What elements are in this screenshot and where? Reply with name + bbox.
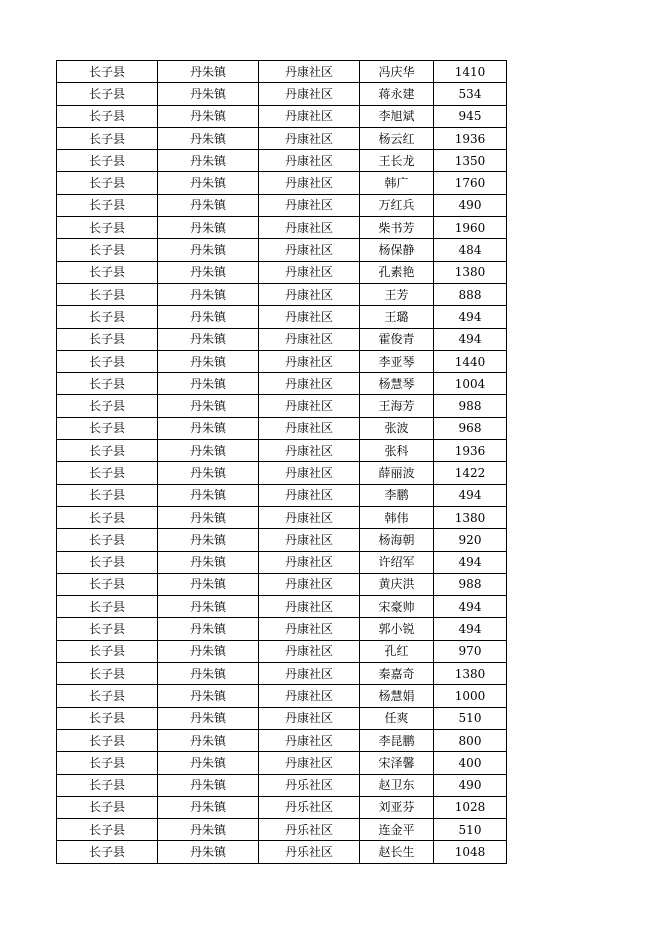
town-cell: 丹朱镇 xyxy=(158,417,259,439)
table-row xyxy=(57,83,507,105)
community-cell: 丹康社区 xyxy=(259,172,360,194)
table-row xyxy=(57,774,507,796)
amount-cell: 494 xyxy=(434,551,507,573)
table-row xyxy=(57,217,507,239)
town-cell: 丹朱镇 xyxy=(158,373,259,395)
county-cell: 长子县 xyxy=(57,819,158,841)
community-cell: 丹康社区 xyxy=(259,663,360,685)
county-cell: 长子县 xyxy=(57,506,158,528)
town-cell: 丹朱镇 xyxy=(158,796,259,818)
county-cell: 长子县 xyxy=(57,774,158,796)
community-cell: 丹乐社区 xyxy=(259,774,360,796)
name-cell: 宋泽馨 xyxy=(360,752,434,774)
name-cell: 杨云红 xyxy=(360,127,434,149)
table-row xyxy=(57,172,507,194)
amount-cell: 484 xyxy=(434,239,507,261)
county-cell: 长子县 xyxy=(57,395,158,417)
town-cell: 丹朱镇 xyxy=(158,350,259,372)
table-row xyxy=(57,618,507,640)
county-cell: 长子县 xyxy=(57,350,158,372)
town-cell: 丹朱镇 xyxy=(158,283,259,305)
table-row xyxy=(57,841,507,863)
county-cell: 长子县 xyxy=(57,261,158,283)
amount-cell: 494 xyxy=(434,596,507,618)
town-cell: 丹朱镇 xyxy=(158,440,259,462)
county-cell: 长子县 xyxy=(57,150,158,172)
amount-cell: 988 xyxy=(434,395,507,417)
town-cell: 丹朱镇 xyxy=(158,551,259,573)
table-row xyxy=(57,462,507,484)
community-cell: 丹康社区 xyxy=(259,261,360,283)
name-cell: 赵长生 xyxy=(360,841,434,863)
town-cell: 丹朱镇 xyxy=(158,729,259,751)
name-cell: 杨慧琴 xyxy=(360,373,434,395)
name-cell: 刘亚芬 xyxy=(360,796,434,818)
name-cell: 万红兵 xyxy=(360,194,434,216)
table-row xyxy=(57,663,507,685)
county-cell: 长子县 xyxy=(57,685,158,707)
community-cell: 丹康社区 xyxy=(259,395,360,417)
community-cell: 丹康社区 xyxy=(259,573,360,595)
amount-cell: 1410 xyxy=(434,61,507,83)
table-row xyxy=(57,150,507,172)
community-cell: 丹康社区 xyxy=(259,685,360,707)
town-cell: 丹朱镇 xyxy=(158,194,259,216)
amount-cell: 1380 xyxy=(434,506,507,528)
amount-cell: 510 xyxy=(434,707,507,729)
county-cell: 长子县 xyxy=(57,440,158,462)
town-cell: 丹朱镇 xyxy=(158,752,259,774)
table-row xyxy=(57,596,507,618)
community-cell: 丹康社区 xyxy=(259,306,360,328)
town-cell: 丹朱镇 xyxy=(158,484,259,506)
name-cell: 杨海朝 xyxy=(360,529,434,551)
town-cell: 丹朱镇 xyxy=(158,261,259,283)
name-cell: 李亚琴 xyxy=(360,350,434,372)
table-row xyxy=(57,506,507,528)
community-cell: 丹康社区 xyxy=(259,83,360,105)
community-cell: 丹康社区 xyxy=(259,194,360,216)
county-cell: 长子县 xyxy=(57,239,158,261)
town-cell: 丹朱镇 xyxy=(158,83,259,105)
name-cell: 李旭斌 xyxy=(360,105,434,127)
table-row xyxy=(57,239,507,261)
community-cell: 丹康社区 xyxy=(259,350,360,372)
town-cell: 丹朱镇 xyxy=(158,172,259,194)
table-row xyxy=(57,261,507,283)
table-row xyxy=(57,819,507,841)
amount-cell: 494 xyxy=(434,328,507,350)
amount-cell: 1936 xyxy=(434,127,507,149)
table-row xyxy=(57,61,507,83)
amount-cell: 510 xyxy=(434,819,507,841)
county-cell: 长子县 xyxy=(57,573,158,595)
community-cell: 丹康社区 xyxy=(259,217,360,239)
table-row xyxy=(57,395,507,417)
amount-cell: 494 xyxy=(434,618,507,640)
community-cell: 丹康社区 xyxy=(259,618,360,640)
amount-cell: 1004 xyxy=(434,373,507,395)
community-cell: 丹康社区 xyxy=(259,127,360,149)
table-row xyxy=(57,306,507,328)
county-cell: 长子县 xyxy=(57,217,158,239)
town-cell: 丹朱镇 xyxy=(158,462,259,484)
county-cell: 长子县 xyxy=(57,194,158,216)
name-cell: 郭小锐 xyxy=(360,618,434,640)
amount-cell: 968 xyxy=(434,417,507,439)
county-cell: 长子县 xyxy=(57,61,158,83)
amount-cell: 920 xyxy=(434,529,507,551)
community-cell: 丹康社区 xyxy=(259,417,360,439)
name-cell: 任爽 xyxy=(360,707,434,729)
community-cell: 丹康社区 xyxy=(259,551,360,573)
amount-cell: 988 xyxy=(434,573,507,595)
town-cell: 丹朱镇 xyxy=(158,395,259,417)
community-cell: 丹康社区 xyxy=(259,529,360,551)
town-cell: 丹朱镇 xyxy=(158,239,259,261)
table-row xyxy=(57,640,507,662)
table-row xyxy=(57,127,507,149)
name-cell: 孔红 xyxy=(360,640,434,662)
table-row xyxy=(57,752,507,774)
town-cell: 丹朱镇 xyxy=(158,707,259,729)
name-cell: 薛丽波 xyxy=(360,462,434,484)
name-cell: 霍俊青 xyxy=(360,328,434,350)
community-cell: 丹康社区 xyxy=(259,752,360,774)
town-cell: 丹朱镇 xyxy=(158,150,259,172)
name-cell: 许绍军 xyxy=(360,551,434,573)
town-cell: 丹朱镇 xyxy=(158,618,259,640)
town-cell: 丹朱镇 xyxy=(158,596,259,618)
amount-cell: 490 xyxy=(434,774,507,796)
name-cell: 韩伟 xyxy=(360,506,434,528)
community-cell: 丹康社区 xyxy=(259,440,360,462)
county-cell: 长子县 xyxy=(57,596,158,618)
name-cell: 王芳 xyxy=(360,283,434,305)
town-cell: 丹朱镇 xyxy=(158,105,259,127)
name-cell: 宋豪帅 xyxy=(360,596,434,618)
amount-cell: 1380 xyxy=(434,663,507,685)
community-cell: 丹乐社区 xyxy=(259,841,360,863)
community-cell: 丹康社区 xyxy=(259,61,360,83)
town-cell: 丹朱镇 xyxy=(158,663,259,685)
county-cell: 长子县 xyxy=(57,640,158,662)
county-cell: 长子县 xyxy=(57,707,158,729)
name-cell: 柴书芳 xyxy=(360,217,434,239)
community-cell: 丹乐社区 xyxy=(259,819,360,841)
table-row xyxy=(57,194,507,216)
county-cell: 长子县 xyxy=(57,462,158,484)
amount-cell: 1048 xyxy=(434,841,507,863)
name-cell: 杨慧娟 xyxy=(360,685,434,707)
amount-cell: 400 xyxy=(434,752,507,774)
amount-cell: 1350 xyxy=(434,150,507,172)
name-cell: 王海芳 xyxy=(360,395,434,417)
table-row xyxy=(57,707,507,729)
name-cell: 赵卫东 xyxy=(360,774,434,796)
town-cell: 丹朱镇 xyxy=(158,774,259,796)
community-cell: 丹康社区 xyxy=(259,484,360,506)
name-cell: 冯庆华 xyxy=(360,61,434,83)
table-row xyxy=(57,283,507,305)
table-row xyxy=(57,440,507,462)
county-cell: 长子县 xyxy=(57,306,158,328)
table-row xyxy=(57,350,507,372)
county-cell: 长子县 xyxy=(57,417,158,439)
amount-cell: 1000 xyxy=(434,685,507,707)
community-cell: 丹康社区 xyxy=(259,640,360,662)
name-cell: 蒋永建 xyxy=(360,83,434,105)
community-cell: 丹康社区 xyxy=(259,506,360,528)
community-cell: 丹康社区 xyxy=(259,239,360,261)
table-row xyxy=(57,105,507,127)
name-cell: 黄庆洪 xyxy=(360,573,434,595)
table-row xyxy=(57,796,507,818)
community-cell: 丹康社区 xyxy=(259,707,360,729)
amount-cell: 1960 xyxy=(434,217,507,239)
county-cell: 长子县 xyxy=(57,172,158,194)
amount-cell: 1380 xyxy=(434,261,507,283)
name-cell: 韩广 xyxy=(360,172,434,194)
table-row xyxy=(57,373,507,395)
town-cell: 丹朱镇 xyxy=(158,529,259,551)
town-cell: 丹朱镇 xyxy=(158,127,259,149)
community-cell: 丹康社区 xyxy=(259,328,360,350)
name-cell: 孔素艳 xyxy=(360,261,434,283)
town-cell: 丹朱镇 xyxy=(158,819,259,841)
town-cell: 丹朱镇 xyxy=(158,61,259,83)
county-cell: 长子县 xyxy=(57,663,158,685)
name-cell: 连金平 xyxy=(360,819,434,841)
amount-cell: 970 xyxy=(434,640,507,662)
county-cell: 长子县 xyxy=(57,618,158,640)
name-cell: 王长龙 xyxy=(360,150,434,172)
amount-cell: 1028 xyxy=(434,796,507,818)
town-cell: 丹朱镇 xyxy=(158,328,259,350)
amount-cell: 800 xyxy=(434,729,507,751)
amount-cell: 534 xyxy=(434,83,507,105)
county-cell: 长子县 xyxy=(57,484,158,506)
town-cell: 丹朱镇 xyxy=(158,506,259,528)
county-cell: 长子县 xyxy=(57,127,158,149)
table-row xyxy=(57,685,507,707)
data-table xyxy=(56,60,507,864)
table-row xyxy=(57,551,507,573)
town-cell: 丹朱镇 xyxy=(158,306,259,328)
table-row xyxy=(57,417,507,439)
county-cell: 长子县 xyxy=(57,373,158,395)
county-cell: 长子县 xyxy=(57,752,158,774)
table-body xyxy=(57,61,507,864)
community-cell: 丹康社区 xyxy=(259,373,360,395)
town-cell: 丹朱镇 xyxy=(158,841,259,863)
amount-cell: 888 xyxy=(434,283,507,305)
community-cell: 丹康社区 xyxy=(259,105,360,127)
name-cell: 李鹏 xyxy=(360,484,434,506)
county-cell: 长子县 xyxy=(57,841,158,863)
county-cell: 长子县 xyxy=(57,729,158,751)
table-row xyxy=(57,729,507,751)
table-row xyxy=(57,484,507,506)
name-cell: 杨保静 xyxy=(360,239,434,261)
county-cell: 长子县 xyxy=(57,551,158,573)
county-cell: 长子县 xyxy=(57,283,158,305)
community-cell: 丹康社区 xyxy=(259,596,360,618)
amount-cell: 490 xyxy=(434,194,507,216)
amount-cell: 1422 xyxy=(434,462,507,484)
table-row xyxy=(57,529,507,551)
county-cell: 长子县 xyxy=(57,83,158,105)
county-cell: 长子县 xyxy=(57,105,158,127)
name-cell: 李昆鹏 xyxy=(360,729,434,751)
town-cell: 丹朱镇 xyxy=(158,573,259,595)
amount-cell: 494 xyxy=(434,484,507,506)
table-row xyxy=(57,573,507,595)
table-row xyxy=(57,328,507,350)
county-cell: 长子县 xyxy=(57,529,158,551)
name-cell: 张波 xyxy=(360,417,434,439)
town-cell: 丹朱镇 xyxy=(158,217,259,239)
community-cell: 丹乐社区 xyxy=(259,796,360,818)
amount-cell: 1936 xyxy=(434,440,507,462)
community-cell: 丹康社区 xyxy=(259,729,360,751)
amount-cell: 945 xyxy=(434,105,507,127)
town-cell: 丹朱镇 xyxy=(158,685,259,707)
community-cell: 丹康社区 xyxy=(259,283,360,305)
name-cell: 张科 xyxy=(360,440,434,462)
town-cell: 丹朱镇 xyxy=(158,640,259,662)
amount-cell: 1440 xyxy=(434,350,507,372)
county-cell: 长子县 xyxy=(57,328,158,350)
name-cell: 王璐 xyxy=(360,306,434,328)
name-cell: 秦嘉奇 xyxy=(360,663,434,685)
county-cell: 长子县 xyxy=(57,796,158,818)
community-cell: 丹康社区 xyxy=(259,462,360,484)
amount-cell: 1760 xyxy=(434,172,507,194)
amount-cell: 494 xyxy=(434,306,507,328)
community-cell: 丹康社区 xyxy=(259,150,360,172)
